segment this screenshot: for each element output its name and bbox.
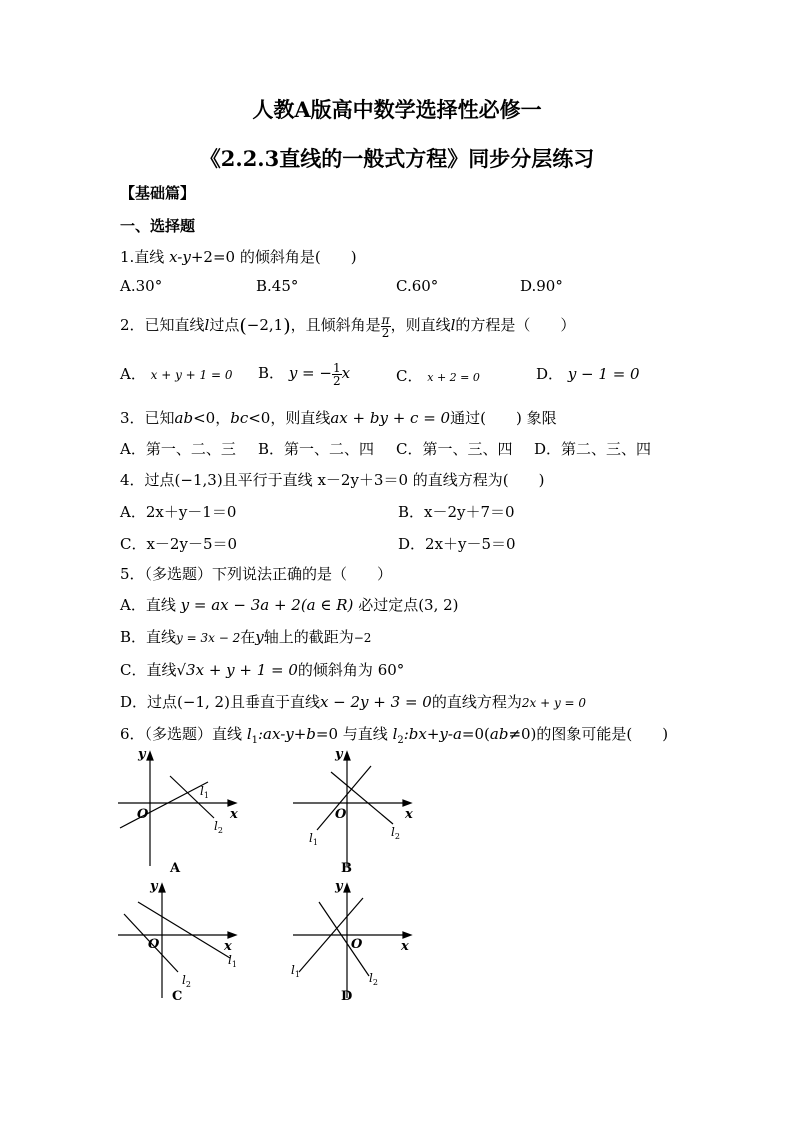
q5-option-d: D．过点(−1, 2)且垂直于直线x − 2y + 3 = 0的直线方程为2x + y = 0 bbox=[120, 693, 587, 711]
q5-option-b: B．直线y = 3x − 2在y轴上的截距为−2 bbox=[120, 628, 372, 646]
figure-a-label-l2: $l_2$ bbox=[214, 819, 223, 835]
q3-option-a: A．第一、二、三 bbox=[120, 440, 236, 458]
figure-b-caption: B bbox=[341, 861, 352, 876]
figure-a-axis-x: x bbox=[230, 807, 238, 822]
q2-option-d: D． y − 1 = 0 bbox=[536, 365, 640, 383]
figure-d-label-l2: $l_2$ bbox=[369, 971, 378, 987]
figure-a-caption: A bbox=[170, 861, 181, 876]
figure-c bbox=[110, 880, 250, 1008]
section-level: 【基础篇】 bbox=[120, 184, 196, 202]
figure-a-axis-y: y bbox=[138, 748, 146, 762]
q4-option-b: B．x－2y＋7＝0 bbox=[398, 503, 515, 521]
question-4-stem: 4．过点(−1,3)且平行于直线 x－2y＋3＝0 的直线方程为( ) bbox=[120, 471, 545, 489]
q4-option-d: D．2x＋y－5＝0 bbox=[398, 535, 516, 553]
figure-c-origin: O bbox=[148, 937, 160, 952]
document-subtitle: 《2.2.3直线的一般式方程》同步分层练习 bbox=[199, 146, 595, 171]
question-6-stem: 6．（多选题）直线 $l_1:ax-y+b=0$ 与直线 $l_2:bx+y-a=0(ab\ne 0)$的图象可能是( ) bbox=[120, 725, 669, 746]
figure-a-label-l1: $l_1$ bbox=[200, 784, 209, 800]
question-3-stem: 3．已知ab<0，bc<0，则直线ax + by + c = 0通过( ) 象限 bbox=[120, 409, 557, 427]
q5-option-c: C．直线√3x + y + 1 = 0的倾斜角为 60° bbox=[120, 661, 405, 679]
q2-option-a: A． x + y + 1 = 0 bbox=[120, 365, 233, 383]
document-title: 人教A版高中数学选择性必修一 bbox=[252, 97, 542, 122]
figure-b-label-l1: $l_1$ bbox=[309, 831, 318, 847]
figure-c-axis-x: x bbox=[224, 939, 232, 954]
figure-c-label-l2: $l_2$ bbox=[182, 973, 191, 989]
section-type: 一、选择题 bbox=[120, 217, 196, 235]
figure-a-line-l1 bbox=[120, 782, 208, 828]
figure-c-caption: C bbox=[172, 989, 183, 1004]
figure-d-origin: O bbox=[351, 937, 363, 952]
figure-a bbox=[110, 748, 250, 878]
figure-b-origin: O bbox=[335, 807, 347, 822]
figure-b bbox=[285, 748, 425, 878]
q2-option-b: B． y = − $\frac{1}{2}$ x bbox=[258, 360, 351, 388]
figure-d-caption: D bbox=[341, 989, 353, 1004]
question-1-stem: 1.直线 x-y+2=0 的倾斜角是( ) bbox=[120, 248, 357, 266]
question-2-stem: 2．已知直线l过点(−2,1)，且倾斜角是 $\frac{\pi}{2}$ ，则直线l的方程是（ ） bbox=[120, 312, 576, 340]
figure-b-axis-x: x bbox=[405, 807, 413, 822]
q2-option-c: C． x + 2 = 0 bbox=[396, 367, 480, 385]
q3-option-b: B．第一、二、四 bbox=[258, 440, 375, 458]
q4-option-c: C．x－2y－5＝0 bbox=[120, 535, 238, 553]
q1-option-b: B.45° bbox=[256, 277, 299, 295]
q2-angle-fraction: $\frac{\pi}{2}$ bbox=[381, 312, 390, 340]
q4-option-a: A．2x＋y－1＝0 bbox=[120, 503, 237, 521]
q3-option-d: D．第二、三、四 bbox=[534, 440, 652, 458]
figure-d-label-l1: $l_1$ bbox=[291, 963, 300, 979]
q1-option-d: D.90° bbox=[520, 277, 563, 295]
q3-option-c: C．第一、三、四 bbox=[396, 440, 513, 458]
q5-option-a: A．直线 y = ax − 3a + 2(a ∈ R) 必过定点(3, 2) bbox=[120, 596, 459, 614]
figure-d-axis-x: x bbox=[401, 939, 409, 954]
figure-c-axis-y: y bbox=[150, 880, 158, 894]
q1-option-c: C.60° bbox=[396, 277, 439, 295]
question-5-stem: 5．（多选题）下列说法正确的是（ ） bbox=[120, 565, 393, 583]
figure-b-label-l2: $l_2$ bbox=[391, 825, 400, 841]
figure-a-origin: O bbox=[137, 807, 149, 822]
figure-d bbox=[285, 880, 425, 1008]
figure-c-label-l1: $l_1$ bbox=[228, 953, 237, 969]
q1-option-a: A.30° bbox=[120, 277, 163, 295]
figure-b-axis-y: y bbox=[335, 748, 343, 762]
figure-d-axis-y: y bbox=[335, 880, 343, 894]
